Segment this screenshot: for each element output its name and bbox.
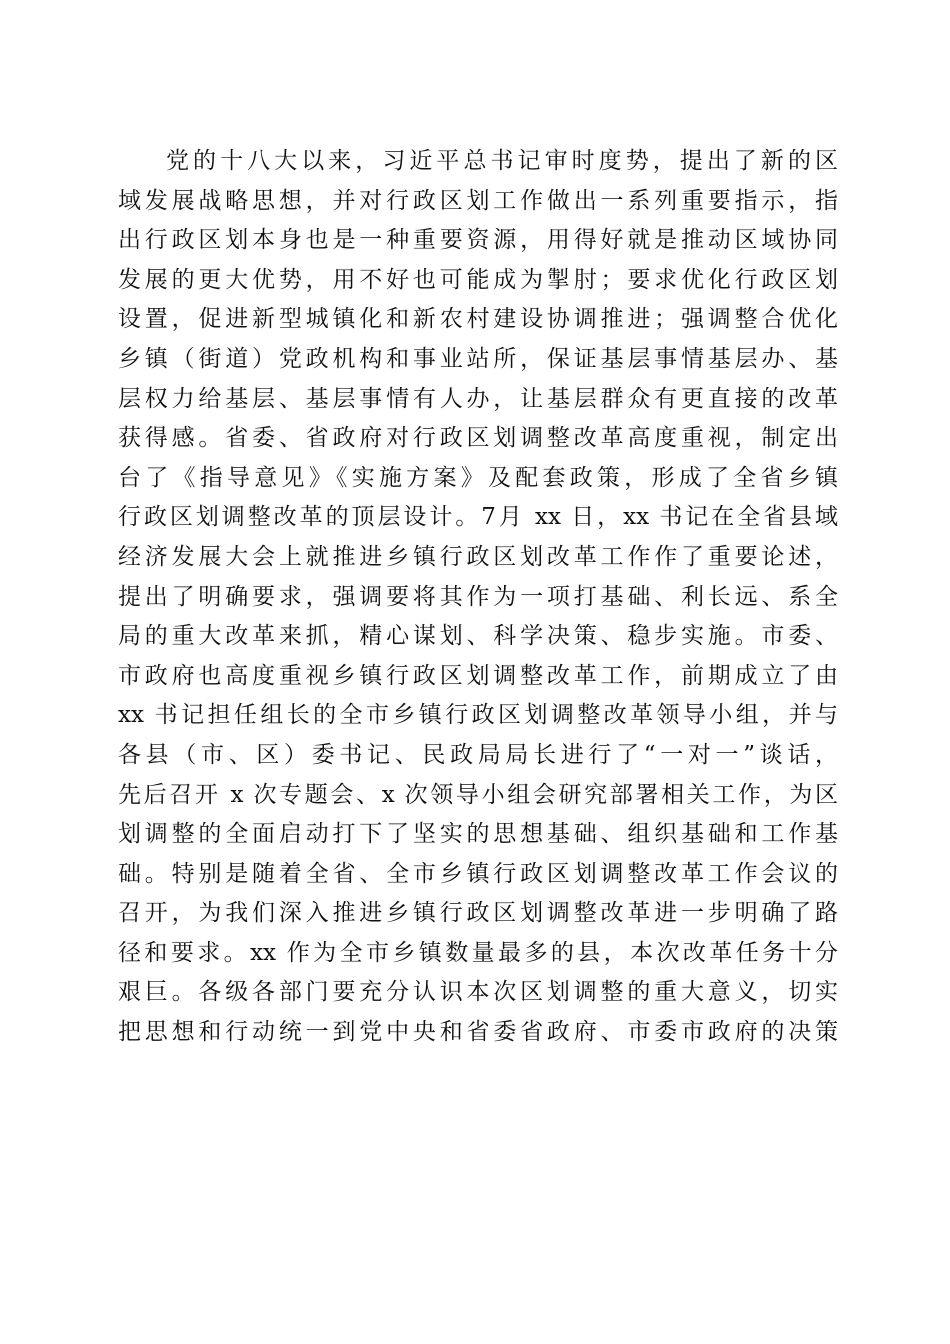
paragraph-line: 径和要求。xx 作为全市乡镇数量最多的县，本次改革任务十分 <box>118 939 838 966</box>
paragraph-line: 乡镇（街道）党政机构和事业站所，保证基层事情基层办、基 <box>118 345 838 372</box>
paragraph-line: 设置，促进新型城镇化和新农村建设协调推进；强调整合优化 <box>118 306 838 333</box>
paragraph-line: 域发展战略思想，并对行政区划工作做出一系列重要指示，指 <box>118 187 838 214</box>
paragraph-line: 把思想和行动统一到党中央和省委省政府、市委市政府的决策 <box>118 1019 838 1046</box>
paragraph-line: 市政府也高度重视乡镇行政区划调整改革工作，前期成立了由 <box>118 662 838 689</box>
paragraph-line: 党的十八大以来，习近平总书记审时度势，提出了新的区 <box>166 148 838 174</box>
paragraph-line: 召开，为我们深入推进乡镇行政区划调整改革进一步明确了路 <box>118 900 838 927</box>
paragraph-line: 层权力给基层、基层事情有人办，让基层群众有更直接的改革 <box>118 385 838 412</box>
paragraph-line: 发展的更大优势，用不好也可能成为掣肘；要求优化行政区划 <box>118 266 838 293</box>
paragraph-line: xx 书记担任组长的全市乡镇行政区划调整改革领导小组，并与 <box>118 702 838 729</box>
paragraph-line: 行政区划调整改革的顶层设计。7月 xx 日，xx 书记在全省县域 <box>118 504 838 531</box>
paragraph-line: 经济发展大会上就推进乡镇行政区划改革工作作了重要论述， <box>118 543 838 570</box>
paragraph-line: 获得感。省委、省政府对行政区划调整改革高度重视，制定出 <box>118 425 838 452</box>
paragraph-line: 划调整的全面启动打下了坚实的思想基础、组织基础和工作基 <box>118 821 838 848</box>
paragraph-line: 艰巨。各级各部门要充分认识本次区划调整的重大意义，切实 <box>118 979 838 1006</box>
paragraph-line: 础。特别是随着全省、全市乡镇行政区划调整改革工作会议的 <box>118 860 838 887</box>
paragraph-line: 出行政区划本身也是一种重要资源，用得好就是推动区域协同 <box>118 227 838 254</box>
paragraph-line: 局的重大改革来抓，精心谋划、科学决策、稳步实施。市委、 <box>118 623 838 650</box>
body-paragraph <box>118 142 838 1053</box>
paragraph-line: 各县（市、区）委书记、民政局局长进行了“一对一”谈话， <box>118 741 838 768</box>
paragraph-line: 台了《指导意见》《实施方案》及配套政策，形成了全省乡镇 <box>118 464 838 491</box>
paragraph-line: 提出了明确要求，强调要将其作为一项打基础、利长远、系全 <box>118 583 838 610</box>
paragraph-line: 先后召开 x 次专题会、x 次领导小组会研究部署相关工作，为区 <box>118 781 838 808</box>
